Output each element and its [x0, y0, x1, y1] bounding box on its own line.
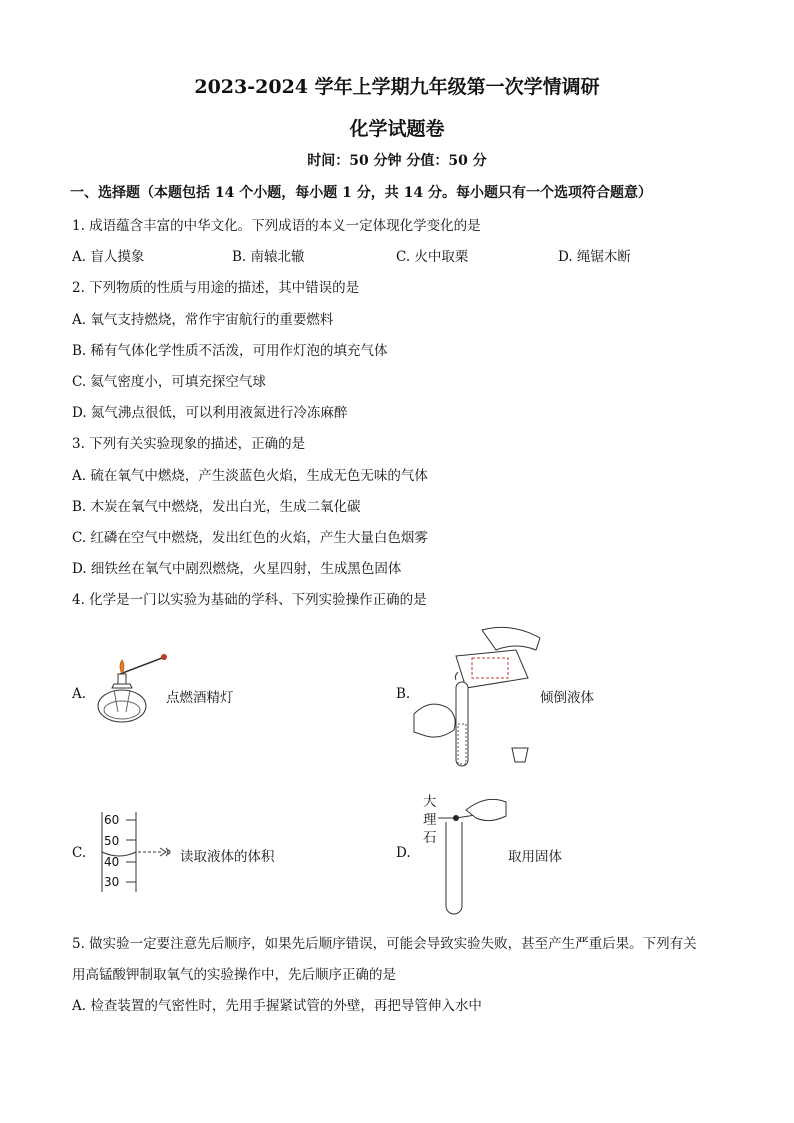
marble-label-3: 石	[423, 830, 437, 846]
marble-label-1: 大	[423, 794, 437, 810]
q5-stem-line1: 5. 做实验一定要注意先后顺序，如果先后顺序错误，可能会导致实验失败，甚至产生严重后果。下列有关	[72, 936, 697, 952]
q1-stem: 1. 成语蕴含丰富的中华文化。下列成语的本义一定体现化学变化的是	[72, 218, 481, 234]
q2-option-b: B. 稀有气体化学性质不活泼，可用作灯泡的填充气体	[72, 343, 388, 359]
test-tube-solid-figure	[436, 792, 508, 916]
q3-option-a: A. 硫在氧气中燃烧，产生淡蓝色火焰，生成无色无味的气体	[72, 468, 428, 484]
alcohol-lamp-figure	[92, 650, 172, 730]
q2-option-d: D. 氮气沸点很低，可以利用液氮进行冷冻麻醉	[72, 405, 348, 421]
marble-label-2: 理	[423, 812, 437, 828]
q1-option-c: C. 火中取栗	[396, 249, 469, 265]
q4-option-c-letter: C.	[72, 845, 87, 861]
q2-option-c: C. 氦气密度小，可填充探空气球	[72, 374, 266, 390]
section-heading: 一、选择题（本题包括 14 个小题，每小题 1 分，共 14 分。每小题只有一个选项符合题意）	[70, 185, 652, 201]
cylinder-tick-60: 60	[104, 813, 120, 827]
q4-option-a-text: 点燃酒精灯	[166, 690, 234, 706]
q2-option-a: A. 氧气支持燃烧，常作宇宙航行的重要燃料	[72, 312, 334, 328]
q1-option-a: A. 盲人摸象	[72, 249, 145, 265]
q4-option-c-text: 读取液体的体积	[180, 849, 275, 865]
cylinder-tick-30: 30	[104, 875, 120, 889]
q4-option-d-letter: D.	[396, 845, 411, 861]
q4-option-b-letter: B.	[396, 686, 411, 702]
q1-option-d: D. 绳锯木断	[558, 249, 631, 265]
q4-option-b-text: 倾倒液体	[540, 690, 594, 706]
exam-subtitle: 化学试题卷	[349, 118, 445, 140]
pouring-liquid-figure	[412, 620, 542, 775]
q3-option-b: B. 木炭在氧气中燃烧，发出白光，生成二氧化碳	[72, 499, 361, 515]
exam-title: 2023-2024 学年上学期九年级第一次学情调研	[194, 76, 600, 98]
exam-meta: 时间：50 分钟 分值：50 分	[307, 153, 487, 169]
q3-option-d: D. 细铁丝在氧气中剧烈燃烧，火星四射，生成黑色固体	[72, 561, 402, 577]
q1-option-b: B. 南辕北辙	[232, 249, 305, 265]
q3-stem: 3. 下列有关实验现象的描述，正确的是	[72, 436, 306, 452]
q4-option-a-letter: A.	[72, 686, 87, 702]
cylinder-tick-40: 40	[104, 855, 120, 869]
q5-option-a: A. 检查装置的气密性时，先用手握紧试管的外壁，再把导管伸入水中	[72, 998, 482, 1014]
q4-stem: 4. 化学是一门以实验为基础的学科、下列实验操作正确的是	[72, 592, 427, 608]
q3-option-c: C. 红磷在空气中燃烧，发出红色的火焰，产生大量白色烟雾	[72, 530, 428, 546]
cylinder-tick-50: 50	[104, 834, 120, 848]
q5-stem-line2: 用高锰酸钾制取氧气的实验操作中，先后顺序正确的是	[72, 967, 396, 983]
q4-option-d-text: 取用固体	[508, 849, 562, 865]
q2-stem: 2. 下列物质的性质与用途的描述，其中错误的是	[72, 280, 360, 296]
